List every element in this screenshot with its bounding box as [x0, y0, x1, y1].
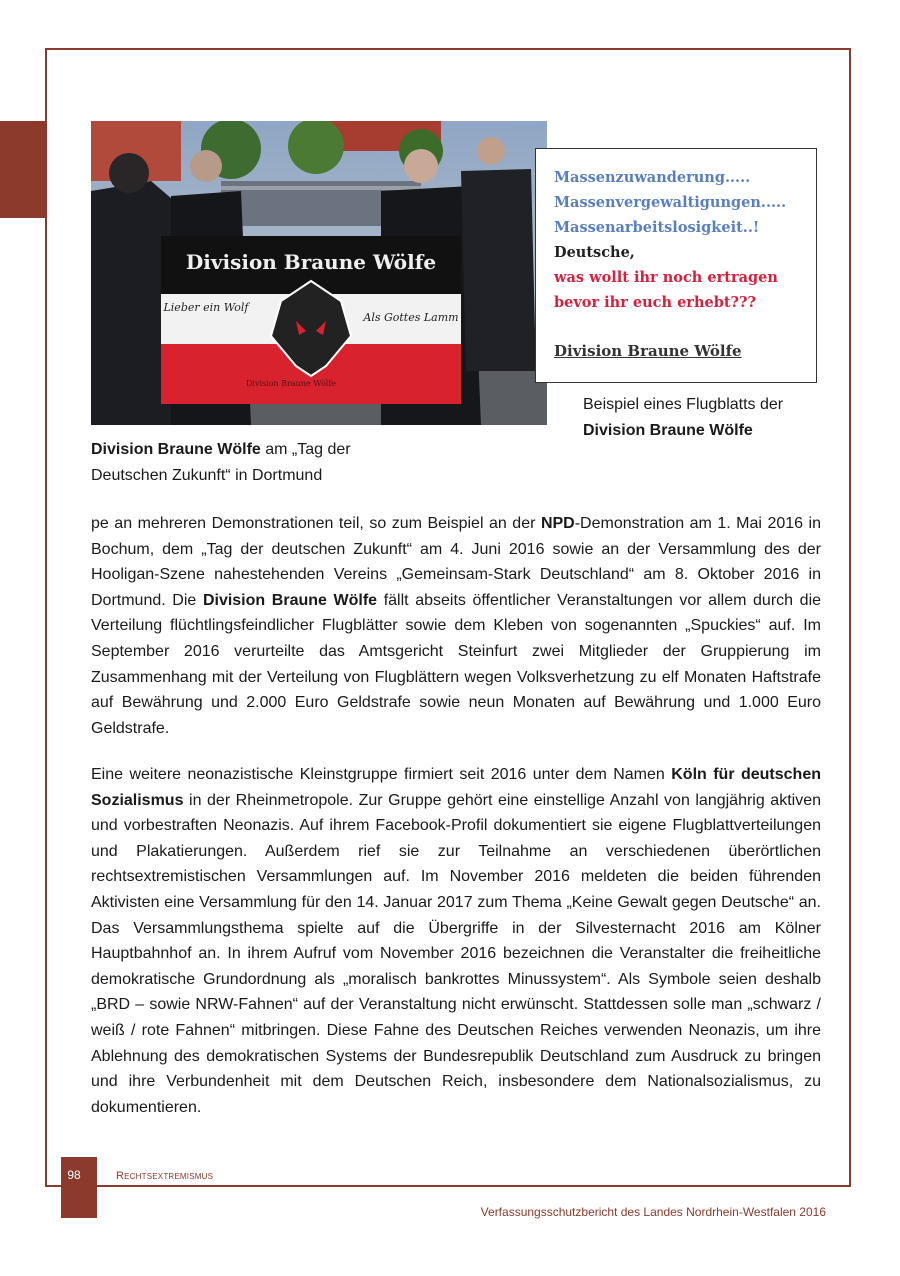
banner-left-text: Lieber ein Wolf [163, 301, 249, 314]
demonstration-photo [91, 121, 547, 425]
flyer-line: Deutsche, [554, 244, 635, 261]
flyer-line: Massenvergewaltigungen..... [554, 194, 787, 211]
paragraph-bold: Division Braune Wölfe [202, 591, 378, 609]
paragraph-1 [91, 511, 821, 741]
banner-right-text: Als Gottes Lamm [363, 311, 459, 324]
banner-bottom-text: Division Braune Wölfe [245, 379, 337, 388]
paragraph-2 [91, 762, 821, 1120]
flyer-line: Massenzuwanderung..... [554, 169, 751, 186]
publication-footer: Verfassungsschutzbericht des Landes Nordrhein-Westfalen 2016 [480, 1205, 826, 1219]
flyer-line: bevor ihr euch erhebt??? [554, 294, 757, 311]
chapter-tab [0, 121, 46, 218]
photo-caption [91, 437, 421, 489]
flyer-caption-prefix: Beispiel eines Flugblatts der [583, 396, 784, 413]
paragraph-text: pe an mehreren Demonstrationen teil, so zum Beispiel an der [91, 515, 541, 532]
page-number: 98 [67, 1168, 81, 1182]
photo-caption-bold: Division Braune Wölfe [91, 441, 261, 458]
section-label: Rechtsextremismus [116, 1170, 214, 1182]
paragraph-text: Eine weitere neonazistische Kleinstgruppe firmiert seit 2016 unter dem Namen [91, 766, 672, 783]
paragraph-text: -Demonstration am 1. Mai 2016 in Bochum, dem „Tag der deutschen Zukunft“ am 4. Juni 2016 sowie an der Versammlung des der Hooligan-Szene nahestehenden Vereins „Gemeinsam-Stark Deutschland“ am 8. Oktober 2016 in Dortmund. Die [91, 515, 822, 609]
flyer-signature: Division Braune Wölfe [554, 342, 742, 360]
flyer-image [535, 148, 817, 383]
paragraph-bold: NPD [540, 515, 575, 532]
flyer-caption [583, 392, 783, 444]
flyer-line: Massenarbeitslosigkeit..! [554, 219, 760, 236]
photo-caption-text: am „Tag der Deutschen Zukunft“ in Dortmund [91, 441, 351, 484]
paragraph-bold: Köln für deutschen Sozialismus [91, 766, 822, 809]
flyer-caption-bold: Division Braune Wölfe [583, 422, 753, 439]
paragraph-text: fällt abseits öffentlicher Veranstaltungen vor allem durch die Verteilung flüchtlingsfeindlicher Flugblätter sowie dem Kleben von sogenannten „Spuckies“ auf. Im September 2016 verurteilte das Amtsgericht Steinfurt zwei Mitglieder der Gruppierung im Zusammenhang mit der Verteilung von Flugblättern wegen Volksverhetzung zu elf Monaten Haftstrafe auf Bewährung und 2.000 Euro Geldstrafe sowie neun Monaten auf Bewährung und 1.000 Euro Geldstrafe. [91, 591, 822, 737]
banner-title: Division Braune Wölfe [185, 250, 437, 274]
paragraph-text: in der Rheinmetropole. Zur Gruppe gehört eine einstellige Anzahl von langjährig aktiven und vorbestraften Neonazis. Auf ihrem Facebook-Profil dokumentiert sie eigene Flugblattverteilungen und Plakatierungen. Außerdem rief sie zur Teilnahme an verschiedenen überörtlichen rechtsextremistischen Versammlungen auf. Im November 2016 meldeten die beiden führenden Aktivisten eine Versammlung für den 14. Januar 2017 zum Thema „Keine Gewalt gegen Deutsche“ an. Das Versammlungsthema spielte auf die Übergriffe in der Silvesternacht 2016 am Kölner Hauptbahnhof an. In ihrem Aufruf vom November 2016 bezeichnen die Veranstalter die freiheitliche demokratische Grundordnung als „moralisch bankrottes Minussystem“. Als Symbole seien deshalb „BRD – sowie NRW-Fahnen“ auf der Veranstaltung nicht erwünscht. Stattdessen solle man „schwarz / weiß / rote Fahnen“ mitbringen. Diese Fahne des Deutschen Reiches verwenden Neonazis, um ihre Ablehnung des demokratischen Systems der Bundesrepublik Deutschland zum Ausdruck zu bringen und ihre Verbundenheit mit dem Deutschen Reich, insbesondere dem Nationalsozialismus, zu dokumentieren. [91, 791, 821, 1116]
page-number-tab [61, 1157, 97, 1218]
flyer-line: was wollt ihr noch ertragen [554, 269, 778, 286]
